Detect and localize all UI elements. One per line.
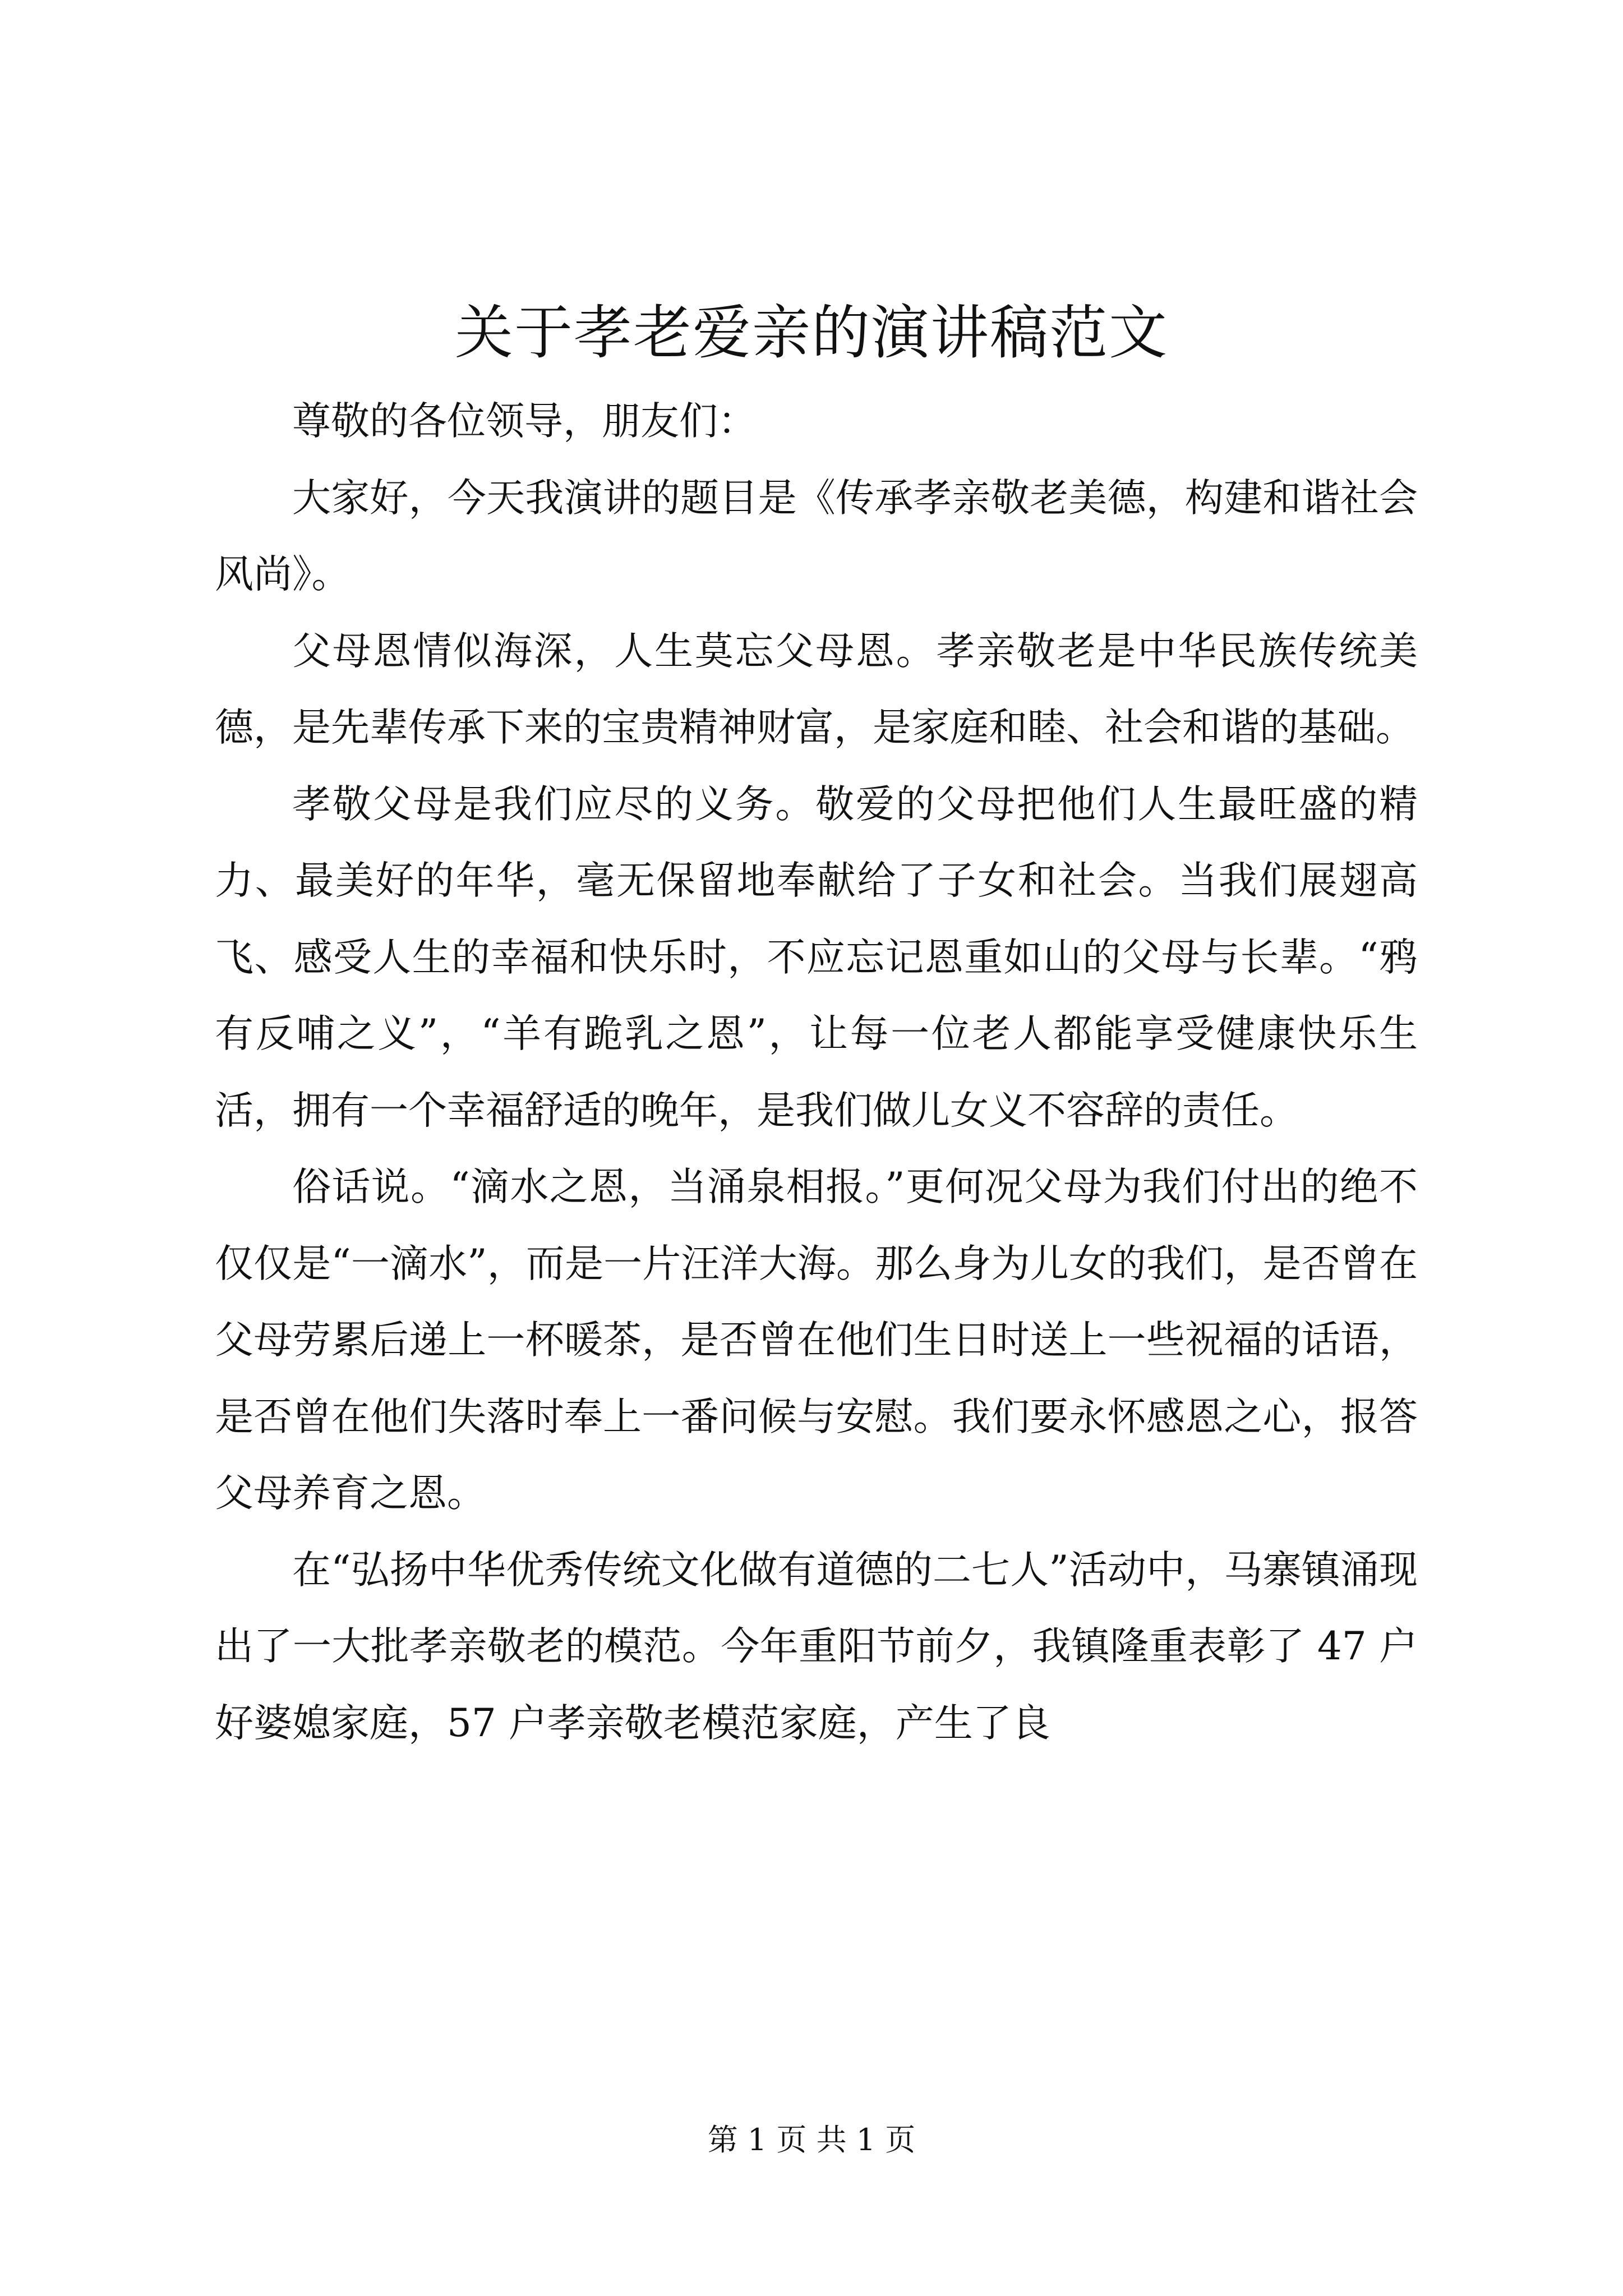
- document-body: [215, 383, 1418, 1761]
- paragraph-gratitude: 俗话说。“滴水之恩，当涌泉相报。”更何况父母为我们付出的绝不仅仅是“一滴水”，而是一片汪洋大海。那么身为儿女的我们，是否曾在父母劳累后递上一杯暖茶，是否曾在他们生日时送上一些祝福的话语，是否曾在他们失落时奉上一番问候与安慰。我们要永怀感恩之心，报答父母养育之恩。: [215, 1165, 1418, 1516]
- paragraph-filial-duty: 孝敬父母是我们应尽的义务。敬爱的父母把他们人生最旺盛的精力、最美好的年华，毫无保留地奉献给了子女和社会。当我们展翅高飞、感受人生的幸福和快乐时，不应忘记恩重如山的父母与长辈。“鸦有反哺之义”，“羊有跪乳之恩”，让每一位老人都能享受健康快乐生活，拥有一个幸福舒适的晚年，是我们做儿女义不容辞的责任。: [215, 781, 1418, 1133]
- page-footer: 第 1 页 共 1 页: [707, 2122, 916, 2157]
- document-title: 关于孝老爱亲的演讲稿范文: [454, 298, 1168, 367]
- paragraph-parents-kindness: 父母恩情似海深，人生莫忘父母恩。孝亲敬老是中华民族传统美德，是先辈传承下来的宝贵精神财富，是家庭和睦、社会和谐的基础。: [215, 628, 1418, 750]
- paragraph-local-models: 在“弘扬中华优秀传统文化做有道德的二七人”活动中，马寨镇涌现出了一大批孝亲敬老的模范。今年重阳节前夕，我镇隆重表彰了 47 户好婆媳家庭，57 户孝亲敬老模范家庭，产生了良: [215, 1547, 1418, 1746]
- paragraph-topic: 大家好，今天我演讲的题目是《传承孝亲敬老美德，构建和谐社会风尚》。: [215, 475, 1418, 597]
- paragraph-greeting: 尊敬的各位领导，朋友们：: [292, 399, 757, 444]
